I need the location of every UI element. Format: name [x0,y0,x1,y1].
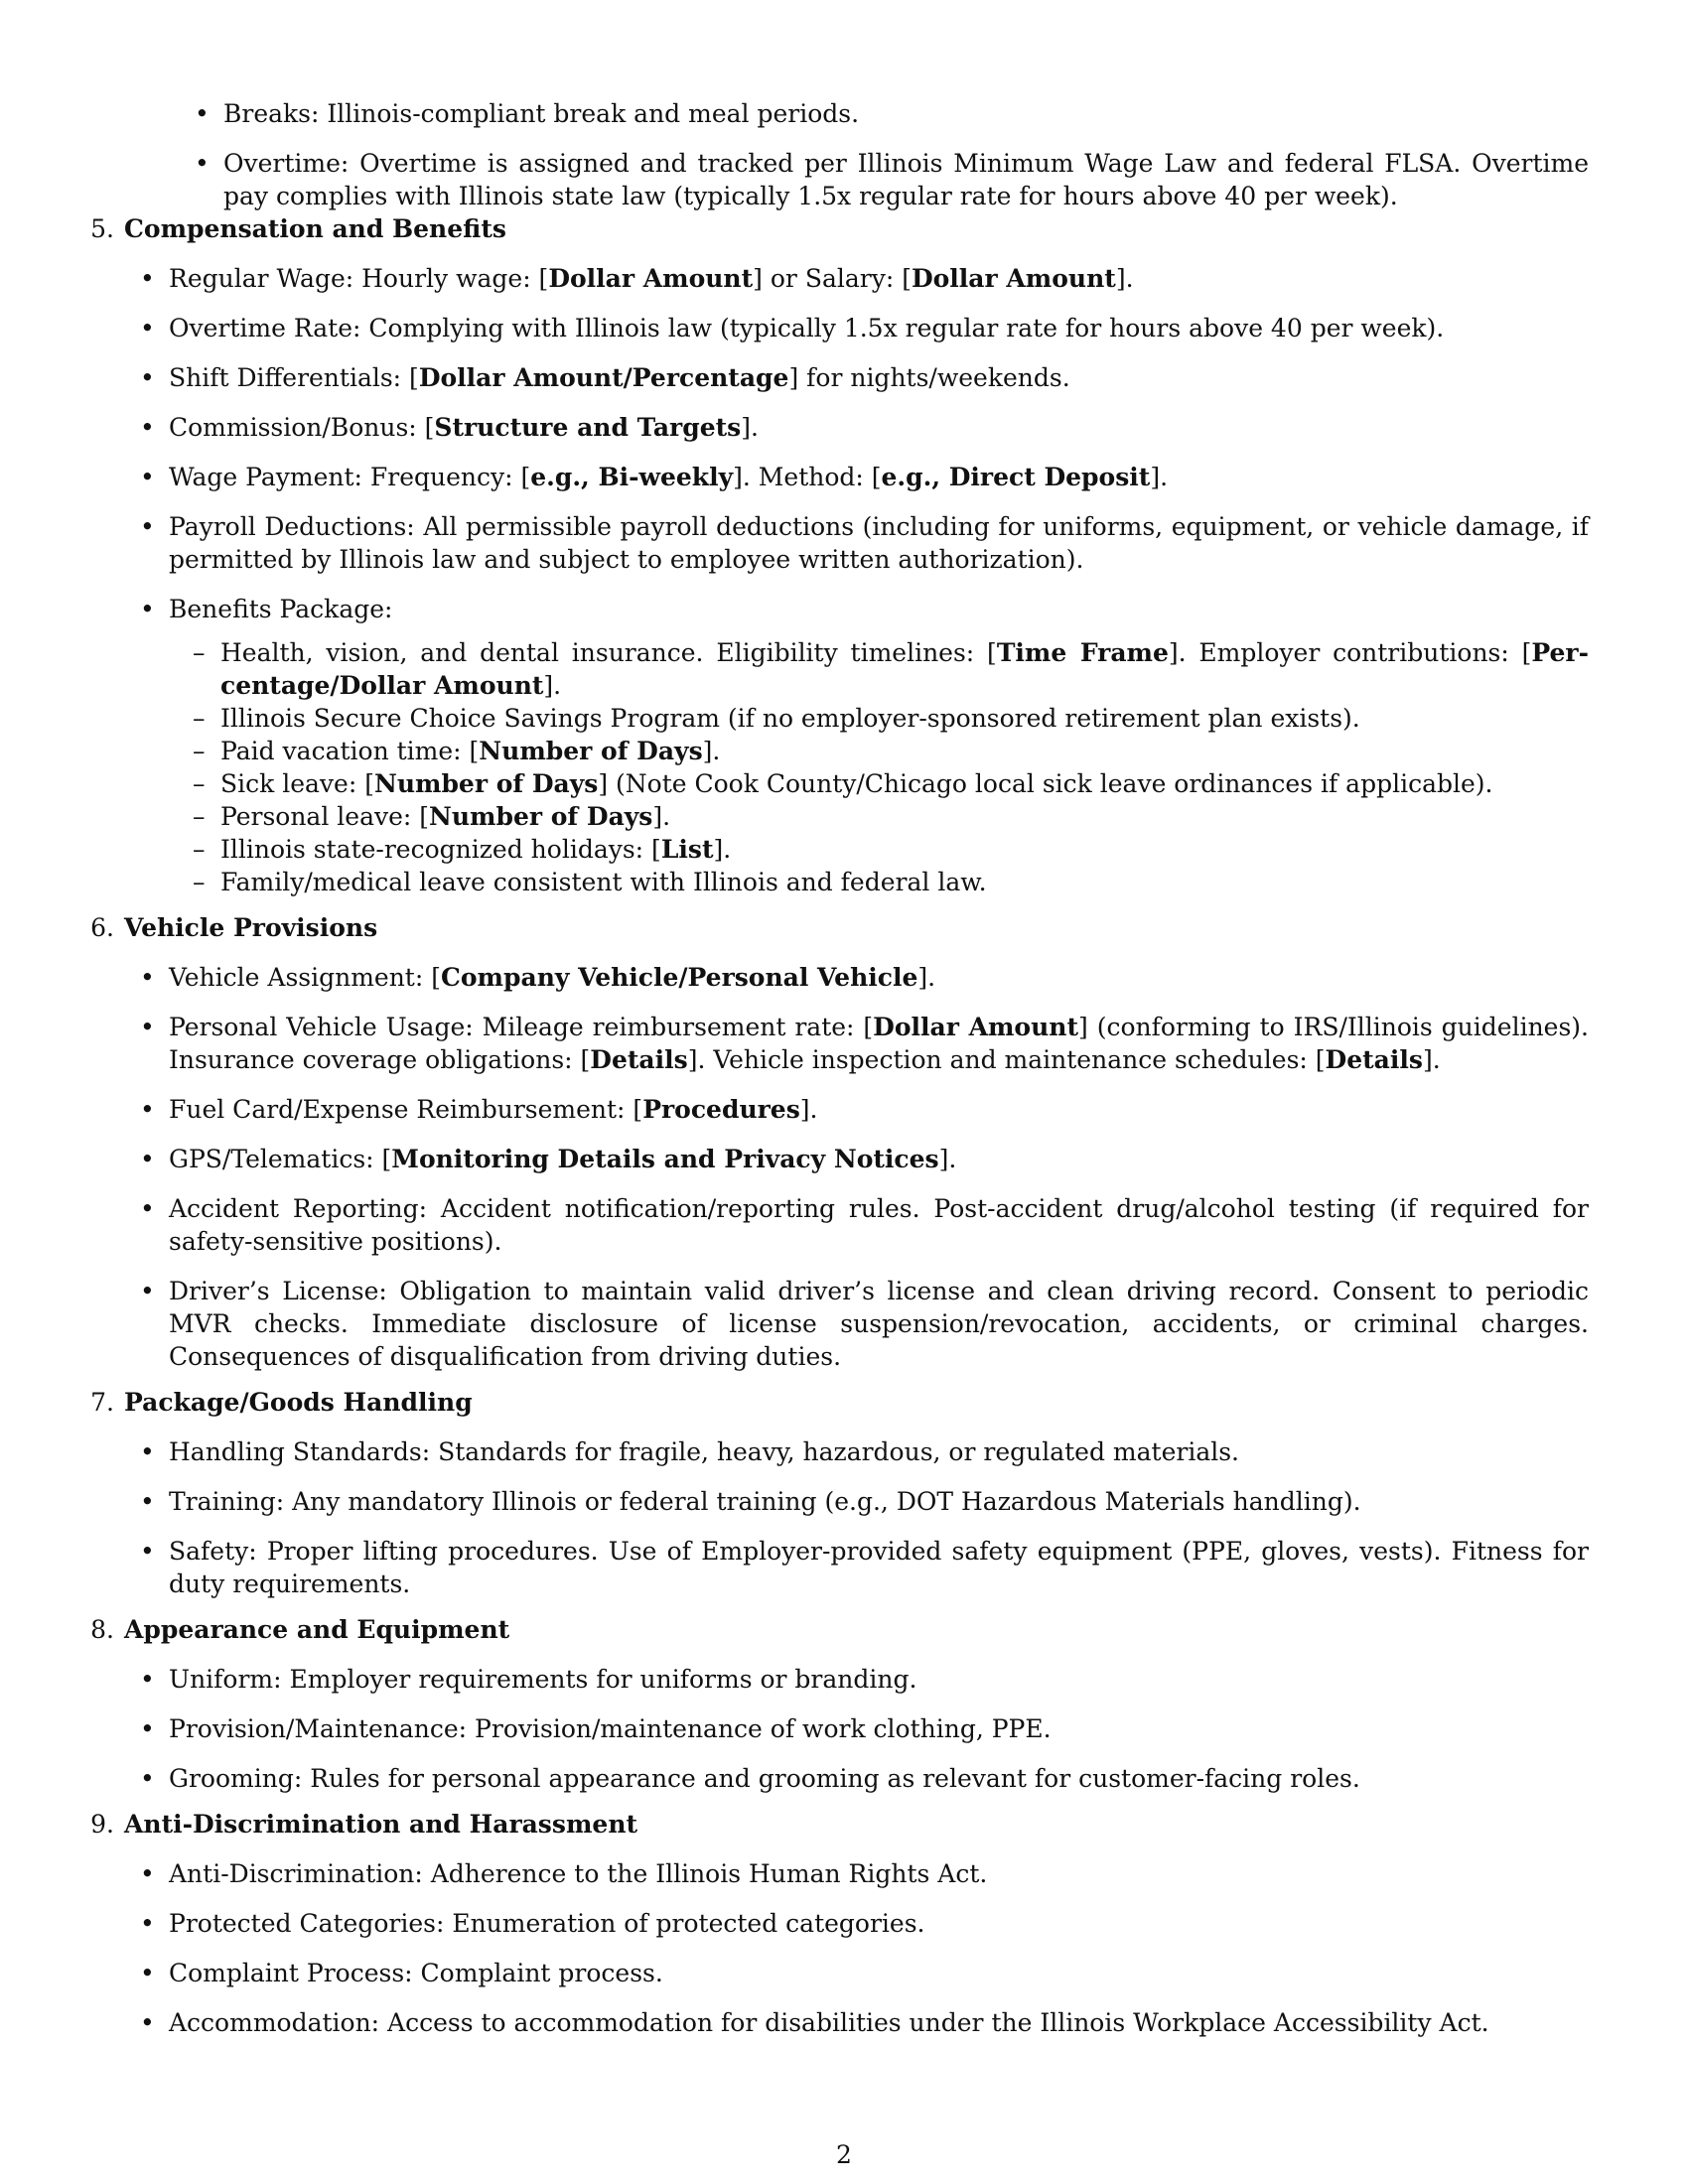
placeholder-text: Time Frame [996,638,1169,667]
placeholder-text: Details [590,1045,688,1074]
section-number: 9. [90,1810,114,1839]
list-item [169,1143,1589,1175]
text-run: ]. [938,1145,957,1173]
page-number: 2 [836,2140,852,2169]
sections-container [90,212,1589,2039]
placeholder-text: Monitoring Details and Privacy Notices [391,1145,939,1173]
list-item [169,593,1589,898]
list-item [169,312,1589,344]
text-run: Illinois state-recognized holidays: [ [220,835,661,864]
section-title: Vehicle Provisions [124,913,378,942]
text-run: ]. [1422,1045,1441,1074]
placeholder-text: Dollar Amount [873,1013,1079,1041]
text-run: Driver’s License: Obligation to maintain valid driver’s license and clean driving record. Consent to periodic MVR checks. Immediate disclosure of license suspension/revocation, accidents, or criminal charges. Consequences of disqualification from driving duties. [169,1277,1589,1371]
section-title: Compensation and Benefits [124,214,506,243]
text-run: Overtime Rate: Complying with Illinois law (typically 1.5x regular rate for hours above 40 per week). [169,314,1445,342]
placeholder-text: Number of Days [479,737,703,765]
section-heading [79,1386,1589,1419]
section-heading [79,1808,1589,1841]
text-run: Fuel Card/Expense Reimbursement: [ [169,1095,643,1124]
placeholder-text: Number of Days [373,769,599,798]
continuation-list [124,97,1589,212]
text-run: Regular Wage: Hourly wage: [ [169,264,549,293]
text-run: ]. Vehicle inspection and maintenance schedules: [ [687,1045,1326,1074]
list-item [169,1957,1589,1989]
text-run: ]. [702,737,721,765]
list-item [169,361,1589,394]
placeholder-text: e.g., Bi-weekly [530,463,734,491]
section-number: 5. [90,214,114,243]
list-item [169,1712,1589,1745]
placeholder-text: Number of Days [429,802,653,831]
sub-list [169,636,1589,898]
list-item [169,1907,1589,1940]
section-heading [79,911,1589,944]
text-run: ] for nights/weekends. [788,363,1070,392]
text-run: Paid vacation time: [ [220,737,480,765]
list-item [169,1762,1589,1795]
list-item [169,1435,1589,1468]
list-item [169,1275,1589,1373]
section-list [169,1435,1589,1600]
text-run: ]. Method: [ [733,463,882,491]
text-run: Vehicle Assignment: [ [169,963,441,992]
text-run: Illinois Secure Choice Savings Program (if no employer-sponsored retirement plan exists). [220,704,1360,733]
text-run: GPS/Telematics: [ [169,1145,392,1173]
list-item [169,1485,1589,1518]
text-run: Handling Standards: Standards for fragile, heavy, hazardous, or regulated materials. [169,1437,1240,1466]
text-run: ] (Note Cook County/Chicago local sick leave ordinances if applicable). [598,769,1493,798]
text-run: Health, vision, and dental insurance. Eligibility timelines: [ [220,638,997,667]
text-run: Payroll Deductions: All permissible payroll deductions (including for uniforms, equipment, or vehicle damage, if permitted by Illinois law and subject to employee written authorization). [169,512,1589,574]
text-run: Training: Any mandatory Illinois or federal training (e.g., DOT Hazardous Materials handling). [169,1487,1361,1516]
section-number: 8. [90,1615,114,1644]
sub-list-item [220,833,1589,866]
list-item [223,97,1589,130]
text-run: Personal Vehicle Usage: Mileage reimbursement rate: [ [169,1013,874,1041]
list-item [169,1857,1589,1890]
text-run: Safety: Proper lifting procedures. Use of Employer-provided safety equipment (PPE, gloves, vests). Fitness for duty requirements. [169,1537,1589,1598]
list-item [169,262,1589,295]
list-item [169,1192,1589,1258]
text-run: Uniform: Employer requirements for uniforms or branding. [169,1665,917,1694]
list-item [169,461,1589,493]
text-run: Accident Reporting: Accident notification/reporting rules. Post-accident drug/alcohol testing (if required for safety-sensitive positions). [169,1194,1589,1256]
text-run: Benefits Package: [169,595,393,623]
text-run: Family/medical leave consistent with Illinois and federal law. [220,868,987,896]
section-title: Appearance and Equipment [124,1615,510,1644]
text-run: Breaks: Illinois-compliant break and meal periods. [223,99,860,128]
placeholder-text: Dollar Amount [548,264,754,293]
text-run: ]. Employer contributions: [ [1168,638,1532,667]
text-run: ]. [652,802,671,831]
text-run: Accommodation: Access to accommodation for disabilities under the Illinois Workplace Accessibility Act. [169,2008,1489,2037]
section-number: 7. [90,1388,114,1417]
section-list [169,1663,1589,1795]
document-body [90,97,1589,2039]
list-item [169,1093,1589,1126]
section-title: Package/Goods Handling [124,1388,473,1417]
text-run: ]. [917,963,936,992]
text-run: Wage Payment: Frequency: [ [169,463,531,491]
sub-list-item [220,866,1589,898]
text-run: Grooming: Rules for personal appearance and grooming as relevant for customer-facing roles. [169,1764,1360,1793]
list-item [169,510,1589,576]
placeholder-text: List [660,835,714,864]
text-run: ] (conforming to IRS/Illinois guidelines). Insurance coverage obligations: [ [169,1013,1589,1074]
text-run: Complaint Process: Complaint process. [169,1959,663,1987]
text-run: ]. [543,671,562,700]
placeholder-text: Details [1325,1045,1423,1074]
list-item [169,2006,1589,2039]
placeholder-text: Percentage/Dollar Amount [220,638,1589,700]
section-heading [79,1613,1589,1646]
sub-list-item [220,702,1589,735]
section-heading [79,212,1589,245]
list-item [169,1535,1589,1600]
text-run: Overtime: Overtime is assigned and tracked per Illinois Minimum Wage Law and federal FLSA. Overtime pay complies with Illinois state law (typically 1.5x regular rate for hours above 40 per week). [223,149,1589,210]
sub-list-item [220,636,1589,702]
text-run: ]. [1115,264,1134,293]
placeholder-text: Procedures [642,1095,800,1124]
text-run: Protected Categories: Enumeration of protected categories. [169,1909,925,1938]
sub-list-item [220,800,1589,833]
text-run: ]. [713,835,732,864]
sub-list-item [220,767,1589,800]
list-item [169,411,1589,444]
section-number: 6. [90,913,114,942]
text-run: Sick leave: [ [220,769,374,798]
list-item [169,1663,1589,1696]
text-run: ]. [1150,463,1169,491]
text-run: Shift Differentials: [ [169,363,419,392]
list-item [169,961,1589,994]
sub-list-item [220,735,1589,767]
placeholder-text: Company Vehicle/Personal Vehicle [440,963,918,992]
placeholder-text: Dollar Amount [911,264,1116,293]
placeholder-text: Structure and Targets [434,413,742,442]
placeholder-text: Dollar Amount/Percentage [418,363,789,392]
placeholder-text: e.g., Direct Deposit [881,463,1151,491]
section-list [169,961,1589,1373]
section-list [169,262,1589,898]
text-run: Personal leave: [ [220,802,430,831]
text-run: Commission/Bonus: [ [169,413,435,442]
section-title: Anti-Discrimination and Harassment [124,1810,638,1839]
list-item [169,1011,1589,1076]
section-list [169,1857,1589,2039]
text-run: ] or Salary: [ [753,264,912,293]
list-item [223,147,1589,212]
text-run: ]. [741,413,759,442]
text-run: ]. [799,1095,818,1124]
text-run: Provision/Maintenance: Provision/maintenance of work clothing, PPE. [169,1714,1052,1743]
text-run: Anti-Discrimination: Adherence to the Illinois Human Rights Act. [169,1859,988,1888]
